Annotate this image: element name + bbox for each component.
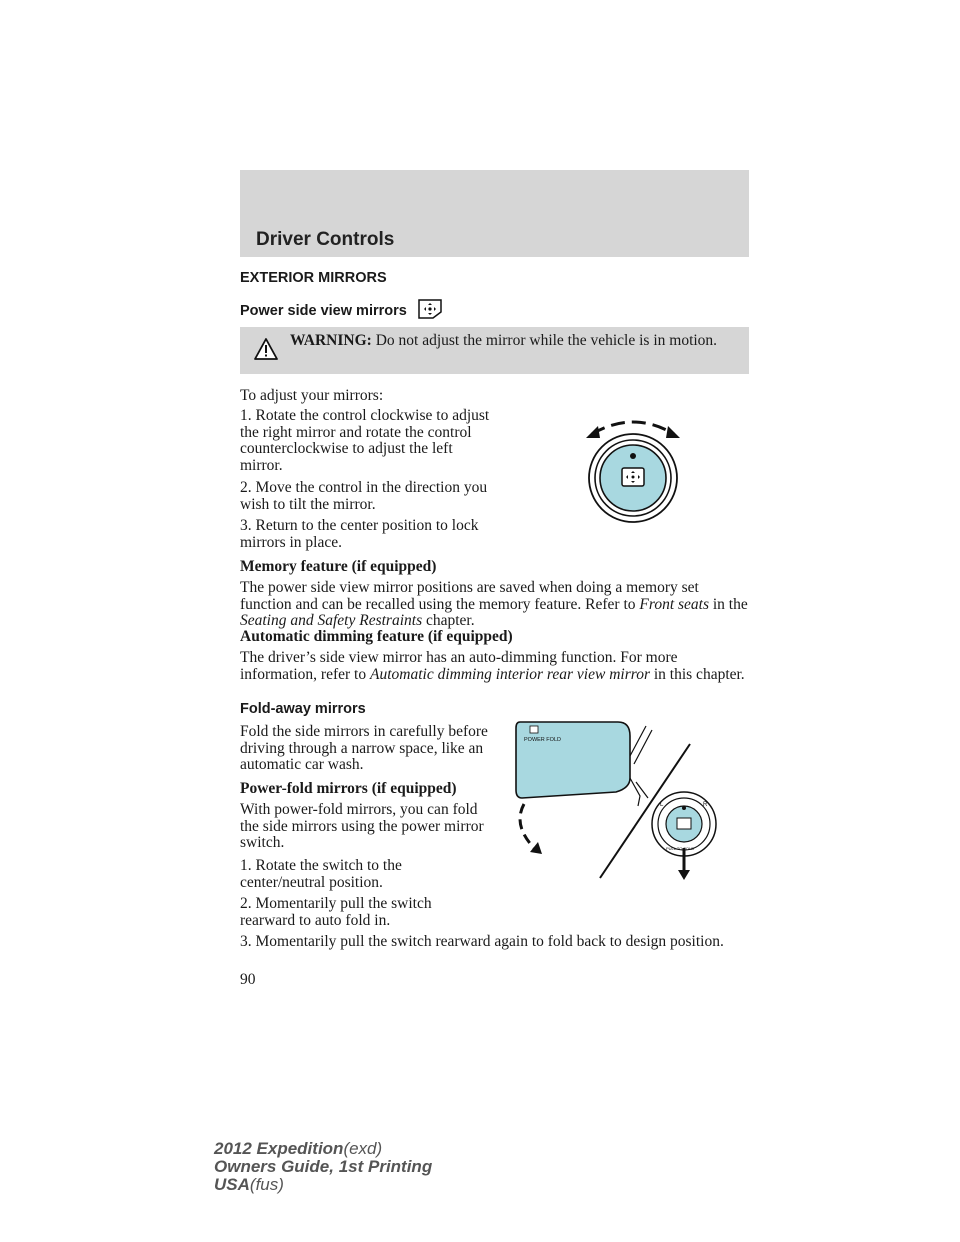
dimming-ref: Automatic dimming interior rear view mirror: [369, 665, 650, 683]
dimming-text: [240, 650, 750, 683]
memory-ref-chapter: Seating and Safety Restraints: [240, 612, 423, 629]
mirror-control-figure: [578, 408, 688, 528]
footer-line-1: [214, 1140, 432, 1158]
dimming-heading: Automatic dimming feature (if equipped): [240, 628, 513, 645]
power-fold-figure: [508, 716, 728, 888]
powerfold-step-3: 3. Momentarily pull the switch rearward again to fold back to design position.: [240, 933, 724, 950]
memory-text-a: The power side view mirror positions are saved when doing a memory set function and can be recalled using the memory feature. Refer to: [240, 579, 699, 613]
powerfold-intro: With power-fold mirrors, you can fold the side mirrors using the power mirror switch.: [240, 801, 484, 851]
warning-message: Do not adjust the mirror while the vehicle is in motion.: [375, 332, 718, 349]
memory-text-b: in the: [709, 595, 748, 613]
adjust-step-3: 3. Return to the center position to lock mirrors in place.: [240, 517, 479, 551]
memory-ref-front-seats: Front seats: [639, 595, 709, 613]
warning-triangle-icon: [253, 337, 279, 366]
footer-line-2: Owners Guide, 1st Printing: [214, 1157, 433, 1176]
memory-text-c: chapter.: [422, 612, 475, 629]
adjust-intro: To adjust your mirrors:: [240, 387, 384, 404]
dimming-text-b: in this chapter.: [649, 665, 745, 683]
warning-box: [240, 327, 749, 374]
footer-model-code: (exd): [343, 1139, 383, 1158]
dimming-text-a: The driver’s side view mirror has an auto-dimming function. For more information, refer to: [240, 649, 678, 683]
adjust-step-2: 2. Move the control in the direction you wish to tilt the mirror.: [240, 479, 488, 513]
knob-r-label: R: [703, 802, 708, 808]
footer-line-3: [214, 1176, 432, 1194]
memory-text: [240, 580, 750, 630]
power-mirrors-heading-text: Power side view mirrors: [240, 302, 407, 319]
footer-market-code: (fus): [249, 1175, 284, 1194]
power-mirrors-heading: [240, 298, 445, 324]
warning-label: WARNING:: [290, 332, 372, 349]
powerfold-step-1: 1. Rotate the switch to the center/neutral position.: [240, 857, 402, 891]
mirror-label: POWER FOLD: [524, 737, 561, 743]
document-footer: [214, 1140, 432, 1194]
footer-market: USA: [214, 1175, 250, 1194]
page-number: 90: [240, 971, 256, 988]
foldaway-text: Fold the side mirrors in carefully before driving through a narrow space, like an automatic car wash.: [240, 723, 488, 773]
footer-model: 2012 Expedition: [214, 1139, 344, 1158]
chapter-header: [240, 170, 749, 257]
power-mirror-icon: [415, 298, 445, 324]
powerfold-heading: Power-fold mirrors (if equipped): [240, 780, 457, 797]
knob-bottom-label: PULL TO FOLD: [666, 846, 695, 851]
warning-text: [290, 333, 720, 350]
foldaway-heading: Fold-away mirrors: [240, 701, 366, 717]
chapter-title: Driver Controls: [256, 229, 395, 250]
knob-l-label: L: [660, 802, 664, 808]
memory-heading: Memory feature (if equipped): [240, 558, 437, 575]
adjust-step-1: 1. Rotate the control clockwise to adjust the right mirror and rotate the control counterclockwise to adjust the left mirror.: [240, 407, 490, 474]
section-title: EXTERIOR MIRRORS: [240, 270, 387, 286]
powerfold-step-2: 2. Momentarily pull the switch rearward to auto fold in.: [240, 895, 432, 929]
